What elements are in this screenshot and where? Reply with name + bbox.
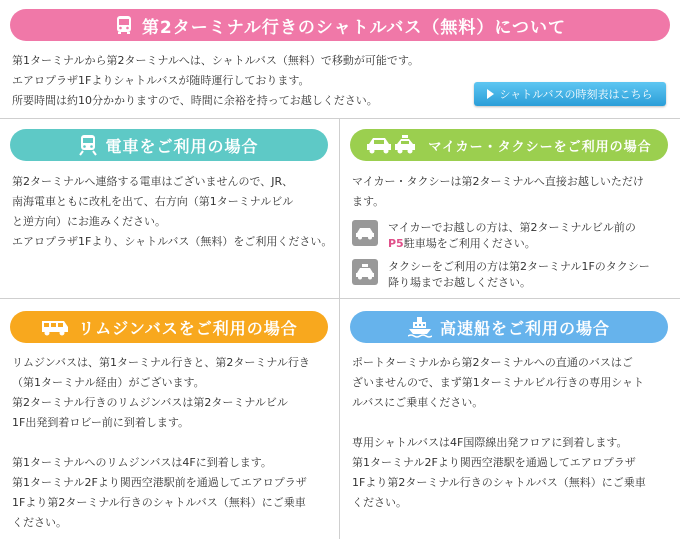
- text-line: エアロプラザ1Fより、シャトルバス（無料）をご利用ください。: [12, 235, 333, 248]
- train-icon: [79, 134, 97, 156]
- limousine-section-text: [12, 353, 310, 533]
- taxi-line: 降り場までお越しください。: [388, 276, 531, 289]
- mycar-line-2: [388, 236, 636, 252]
- taxi-item: [352, 259, 650, 291]
- taxi-text: [388, 259, 650, 291]
- text-line: ざいませんので、まず第1ターミナルビル行きの専用シャト: [352, 376, 645, 389]
- mycar-text: [388, 220, 636, 252]
- mycar-line-rest: 駐車場をご利用ください。: [403, 237, 536, 250]
- train-section-header: [10, 129, 328, 161]
- divider: [0, 298, 680, 299]
- bus-icon: [114, 15, 134, 35]
- ship-section-title: 高速船をご利用の場合: [439, 318, 610, 338]
- intro-line: エアロプラザ1Fよりシャトルバスが随時運行しております。: [12, 74, 310, 87]
- text-line: ください。: [352, 496, 407, 509]
- ship-icon: [408, 316, 432, 338]
- text-line: （第1ターミナル経由）がございます。: [12, 376, 205, 389]
- mycar-line: マイカーでお越しの方は、第2ターミナルビル前の: [388, 221, 636, 234]
- text-line: マイカー・タクシーは第2ターミナルへ直接お越しいただけ: [352, 175, 644, 188]
- limousine-section-title: リムジンバスをご利用の場合: [78, 318, 298, 338]
- text-line: 第1ターミナルへのリムジンバスは4Fに到着します。: [12, 456, 272, 469]
- intro-text: [12, 51, 419, 111]
- text-line: ください。: [12, 516, 67, 529]
- page-title-banner: [10, 9, 670, 41]
- text-line: リムジンバスは、第1ターミナル行きと、第2ターミナル行き: [12, 356, 310, 369]
- text-line: 南海電車ともに改札を出て、右方向（第1ターミナルビル: [12, 195, 294, 208]
- text-line: ます。: [352, 195, 385, 208]
- car-taxi-section-header: [350, 129, 668, 161]
- text-line: 1Fより第2ターミナル行きのシャトルバス（無料）にご乗車: [352, 476, 646, 489]
- mycar-item: [352, 220, 636, 252]
- page-title: 第2ターミナル行きのシャトルバス（無料）について: [141, 17, 567, 38]
- ship-section-header: [350, 311, 668, 343]
- taxi-icon: [352, 259, 378, 285]
- car-taxi-section-title: マイカー・タクシーをご利用の場合: [428, 139, 652, 155]
- taxi-line: タクシーをご利用の方は第2ターミナル1Fのタクシー: [388, 260, 650, 273]
- car-taxi-intro: [352, 172, 644, 212]
- text-line: 1F出発到着ロビー前に到着します。: [12, 416, 190, 429]
- train-section-title: 電車をご利用の場合: [105, 136, 259, 156]
- intro-line: 第1ターミナルから第2ターミナルへは、シャトルバス（無料）で移動が可能です。: [12, 54, 420, 67]
- train-section-text: [12, 172, 332, 252]
- divider: [339, 118, 340, 539]
- divider: [0, 118, 680, 119]
- text-line: 第1ターミナル2Fより関西空港駅前を通過してエアロプラザ: [12, 476, 307, 489]
- shuttle-timetable-label: シャトルバスの時刻表はこちら: [499, 88, 653, 101]
- text-line: ルバスにご乗車ください。: [352, 396, 484, 409]
- text-line: 第1ターミナル2Fより関西空港駅を通過してエアロプラザ: [352, 456, 636, 469]
- text-line: と逆方向）にお進みください。: [12, 215, 166, 228]
- text-line: 第2ターミナル行きのリムジンバスは第2ターミナルビル: [12, 396, 288, 409]
- ship-section-text: [352, 353, 646, 513]
- shuttle-timetable-button[interactable]: [474, 82, 666, 106]
- intro-line: 所要時間は約10分かかりますので、時間に余裕を持ってお越しください。: [12, 94, 378, 107]
- car-taxi-icon: [366, 135, 420, 155]
- text-line: 第2ターミナルへ連絡する電車はございませんので、JR、: [12, 175, 294, 188]
- play-arrow-icon: [487, 89, 494, 99]
- p5-parking-label: P5: [388, 237, 404, 250]
- car-icon: [352, 220, 378, 246]
- text-line: 専用シャトルバスは4F国際線出発フロアに到着します。: [352, 436, 628, 449]
- limousine-section-header: [10, 311, 328, 343]
- text-line: 1Fより第2ターミナル行きのシャトルバス（無料）にご乗車: [12, 496, 306, 509]
- limousine-bus-icon: [40, 317, 70, 337]
- text-line: ポートターミナルから第2ターミナルへの直通のバスはご: [352, 356, 633, 369]
